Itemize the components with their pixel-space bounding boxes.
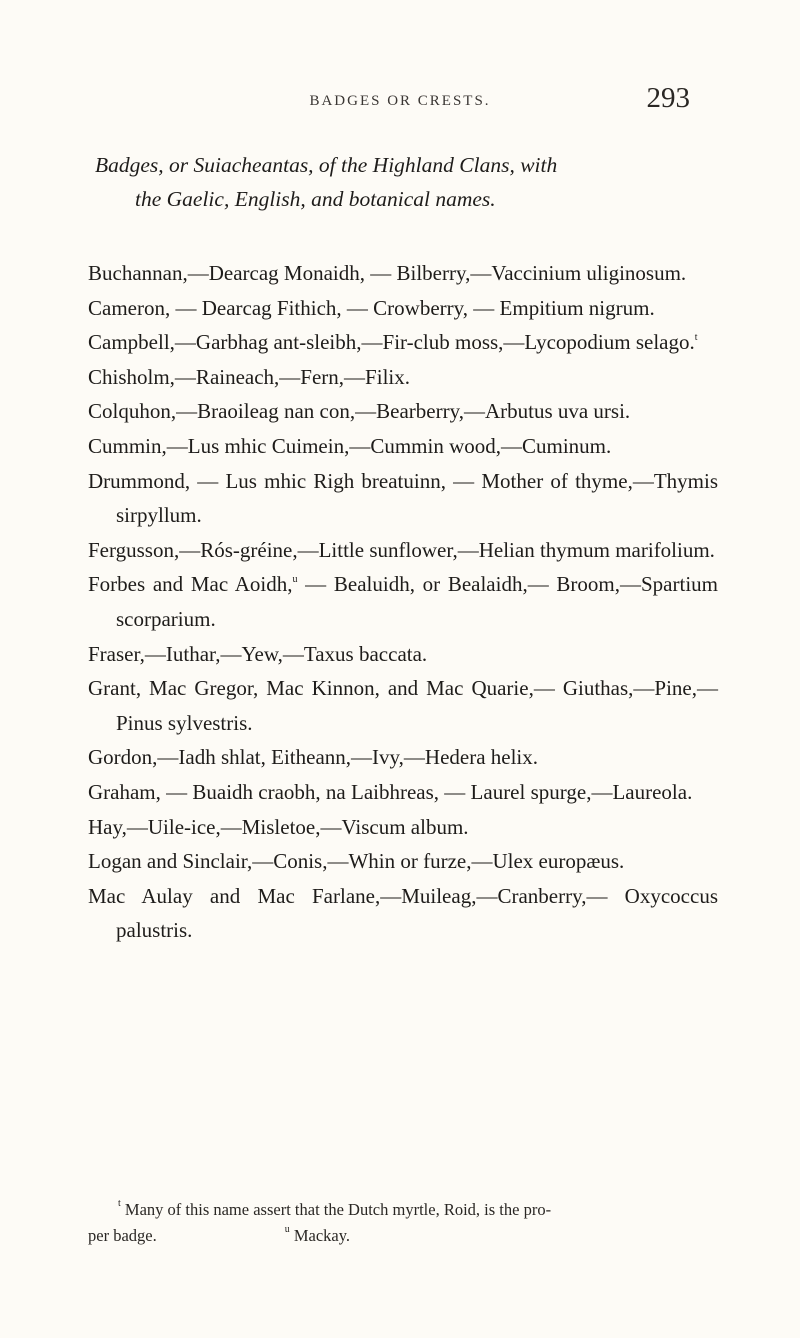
list-item: Chisholm,—Raineach,—Fern,—Filix.: [88, 364, 410, 389]
footnote-u: per badge. $^u$ Mackay.: [88, 1224, 351, 1245]
list-item: Grant, Mac Gregor, Mac Kinnon, and Mac Quarie,— Giuthas,—Pine,—Pinus sylvestris.: [88, 676, 718, 735]
footnotes: [88, 1197, 718, 1249]
list-item: Cameron, — Dearcag Fithich, — Crowberry, — Empitium nigrum.: [88, 295, 655, 320]
running-head: BADGES OR CRESTS.: [309, 93, 491, 109]
list-item: Fraser,—Iuthar,—Yew,—Taxus baccata.: [88, 641, 428, 666]
title-line-1: Badges, or Suiacheantas, of the Highland Clans, with: [95, 153, 558, 177]
list-item: Gordon,—Iadh shlat, Eitheann,—Ivy,—Hedera helix.: [88, 745, 539, 770]
list-item: Logan and Sinclair,—Conis,—Whin or furze,—Ulex europæus.: [88, 849, 625, 874]
list-item: Forbes and Mac Aoidh,$^u$ — Bealuidh, or Bealaidh,— Broom,—Spartium scorparium.: [88, 572, 718, 631]
list-item: Cummin,—Lus mhic Cuimein,—Cummin wood,—Cuminum.: [88, 433, 612, 458]
footnote-ref: t: [694, 332, 698, 344]
list-item: Buchannan,—Dearcag Monaidh, — Bilberry,—Vaccinium uliginosum.: [88, 261, 687, 285]
section-title: [95, 148, 715, 216]
list-item: Colquhon,—Braoileag nan con,—Bearberry,—Arbutus uva ursi.: [88, 399, 631, 424]
list-item: Campbell,—Garbhag ant-sleibh,—Fir-club moss,—Lycopodium selago.$^t$: [88, 330, 698, 355]
list-item: Graham, — Buaidh craobh, na Laibhreas, — Laurel spurge,—Laureola.: [88, 779, 693, 804]
list-item: Mac Aulay and Mac Farlane,—Muileag,—Cranberry,— Oxycoccus palustris.: [88, 883, 718, 943]
title-line-2: the Gaelic, English, and botanical names.: [135, 187, 496, 211]
footnote-ref: u: [292, 574, 298, 586]
badge-list: [88, 256, 718, 948]
list-item: Drummond, — Lus mhic Righ breatuinn, — Mother of thyme,—Thymis sirpyllum.: [88, 468, 718, 528]
page-number: 293: [646, 82, 690, 114]
footnote-t: $^t$ Many of this name assert that the Dutch myrtle, Roid, is the pro-: [118, 1198, 552, 1219]
list-item: Fergusson,—Rós-gréine,—Little sunflower,—Helian thymum marifolium.: [88, 537, 715, 562]
list-item: Hay,—Uile-ice,—Misletoe,—Viscum album.: [88, 814, 469, 839]
